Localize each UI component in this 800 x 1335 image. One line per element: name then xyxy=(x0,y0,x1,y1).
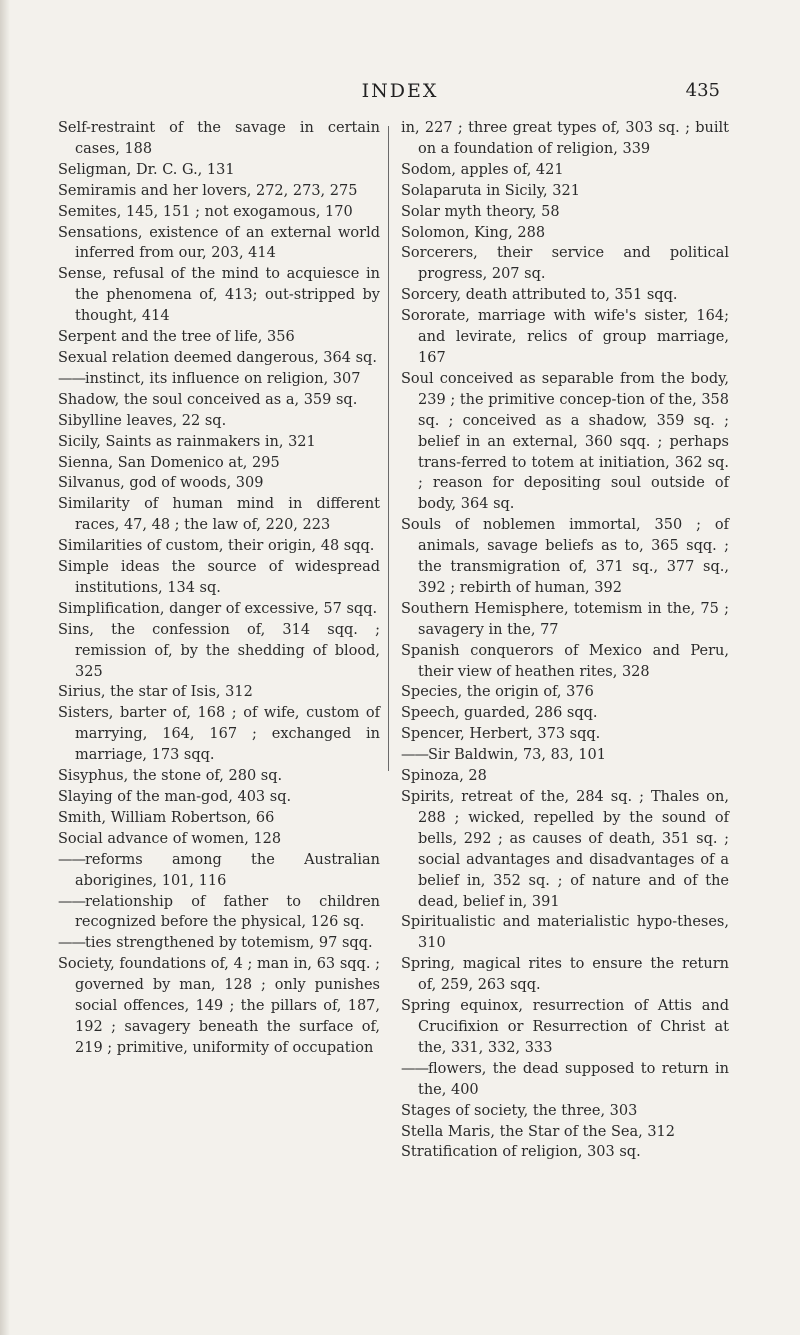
index-column-right xyxy=(401,118,729,1163)
index-entry: Shadow, the soul conceived as a, 359 sq. xyxy=(58,391,358,408)
column-divider xyxy=(388,126,389,771)
index-entry: Serpent and the tree of life, 356 xyxy=(58,329,295,346)
index-subentry: —— relationship of father to children recognized before the physical, 126 sq. xyxy=(58,892,380,934)
index-subentry: —— flowers, the dead supposed to return in the, 400 xyxy=(401,1059,729,1101)
index-entry: Sirius, the star of Isis, 312 xyxy=(58,684,253,701)
index-subentry: —— reforms among the Australian aborigines, 101, 116 xyxy=(58,850,380,892)
index-entry: Semites, 145, 151 ; not exogamous, 170 xyxy=(58,203,353,220)
index-entry: Simplification, danger of excessive, 57 sqq. xyxy=(58,600,378,617)
index-entry: Simple ideas the source of widespread institutions, 134 sq. xyxy=(58,559,380,596)
index-entry: Species, the origin of, 376 xyxy=(401,684,594,701)
index-subentry: —— instinct, its influence on religion, 307 xyxy=(58,369,380,390)
index-entry: Spinoza, 28 xyxy=(401,768,487,785)
index-entry: Spirits, retreat of the, 284 sq. ; Thales on, 288 ; wicked, repelled by the sound of bells, 292 ; as causes of death, 351 sq. ; social advantages and disadvantages of a belief in, 352 sq. ; of nature and of the dead, belief in, 391 xyxy=(401,789,729,910)
index-entry: Similarities of custom, their origin, 48 sqq. xyxy=(58,538,375,555)
index-entry: Stratification of religion, 303 sq. xyxy=(401,1144,641,1161)
index-entry: Sisyphus, the stone of, 280 sq. xyxy=(58,768,283,785)
page-number: 435 xyxy=(685,80,720,101)
index-entry: Sisters, barter of, 168 ; of wife, custom of marrying, 164, 167 ; exchanged in marriage, 173 sqq. xyxy=(58,705,380,764)
page-header xyxy=(0,80,800,110)
index-entry: Smith, William Robertson, 66 xyxy=(58,809,275,826)
index-entry: Sodom, apples of, 421 xyxy=(401,161,564,178)
index-entry: Spencer, Herbert, 373 sqq. xyxy=(401,726,601,743)
index-entry: Stella Maris, the Star of the Sea, 312 xyxy=(401,1123,676,1140)
page-edge-shadow xyxy=(0,0,10,1335)
index-column-left xyxy=(58,118,380,1059)
index-entry: Sienna, San Domenico at, 295 xyxy=(58,454,280,471)
index-entry: Solar myth theory, 58 xyxy=(401,203,560,220)
index-entry: Society, foundations of, 4 ; man in, 63 sqq. ; governed by man, 128 ; only punishes social offences, 149 ; the pillars of, 187, 192 ; savagery beneath the surface of, 219 ; primitive, uniformity of occupation xyxy=(58,956,380,1056)
index-entry: Sororate, marriage with wife's sister, 164; and levirate, relics of group marriage, 167 xyxy=(401,308,729,366)
index-entry: Spring, magical rites to ensure the return of, 259, 263 sqq. xyxy=(401,956,729,994)
index-subentry: —— ties strengthened by totemism, 97 sqq. xyxy=(58,933,380,954)
index-entry: Semiramis and her lovers, 272, 273, 275 xyxy=(58,182,358,199)
index-entry: Self-restraint of the savage in certain cases, 188 xyxy=(58,120,380,157)
index-entry: Sorcerers, their service and political progress, 207 sq. xyxy=(401,245,729,283)
index-entry: Souls of noblemen immortal, 350 ; of animals, savage beliefs as to, 365 sqq. ; the transmigration of, 371 sq., 377 sq., 392 ; rebirth of human, 392 xyxy=(401,517,729,596)
index-entry: Slaying of the man-god, 403 sq. xyxy=(58,789,292,805)
index-entry: Spanish conquerors of Mexico and Peru, their view of heathen rites, 328 xyxy=(401,642,729,680)
index-entry: Solaparuta in Sicily, 321 xyxy=(401,182,580,199)
index-entry: Sense, refusal of the mind to acquiesce in the phenomena of, 413; out-stripped by thought, 414 xyxy=(58,266,380,325)
index-entry: Sibylline leaves, 22 sq. xyxy=(58,412,227,429)
index-entry: Seligman, Dr. C. G., 131 xyxy=(58,161,235,178)
index-entry: Southern Hemisphere, totemism in the, 75 ; savagery in the, 77 xyxy=(401,600,729,638)
page-title: INDEX xyxy=(361,80,439,102)
index-entry: Social advance of women, 128 xyxy=(58,830,282,847)
index-subentry: —— Sir Baldwin, 73, 83, 101 xyxy=(401,745,729,766)
index-entry: Sensations, existence of an external world inferred from our, 203, 414 xyxy=(58,224,380,262)
index-entry: Similarity of human mind in different races, 47, 48 ; the law of, 220, 223 xyxy=(58,496,380,534)
index-entry: Soul conceived as separable from the body, 239 ; the primitive concep-tion of the, 358 sq. ; conceived as a shadow, 359 sq. ; belief in an external, 360 sqq. ; perhaps trans-ferred to totem at initiation, 362 sq. ; reason for depositing soul outside of body, 364 sq. xyxy=(401,370,729,513)
index-entry: Spiritualistic and materialistic hypo-theses, 310 xyxy=(401,914,729,952)
index-entry: Solomon, King, 288 xyxy=(401,224,546,241)
index-entry: Sexual relation deemed dangerous, 364 sq. xyxy=(58,349,377,366)
index-entry: Speech, guarded, 286 sqq. xyxy=(401,705,598,722)
index-entry: Sicily, Saints as rainmakers in, 321 xyxy=(58,433,316,450)
index-entry-continuation: in, 227 ; three great types of, 303 sq. ; built on a foundation of religion, 339 xyxy=(401,120,729,157)
index-entry: Stages of society, the three, 303 xyxy=(401,1102,638,1119)
index-entry: Spring equinox, resurrection of Attis and Crucifixion or Resurrection of Christ at the, 331, 332, 333 xyxy=(401,998,729,1056)
index-entry: Silvanus, god of woods, 309 xyxy=(58,475,264,492)
index-entry: Sorcery, death attributed to, 351 sqq. xyxy=(401,287,678,304)
index-entry: Sins, the confession of, 314 sqq. ; remission of, by the shedding of blood, 325 xyxy=(58,621,380,680)
